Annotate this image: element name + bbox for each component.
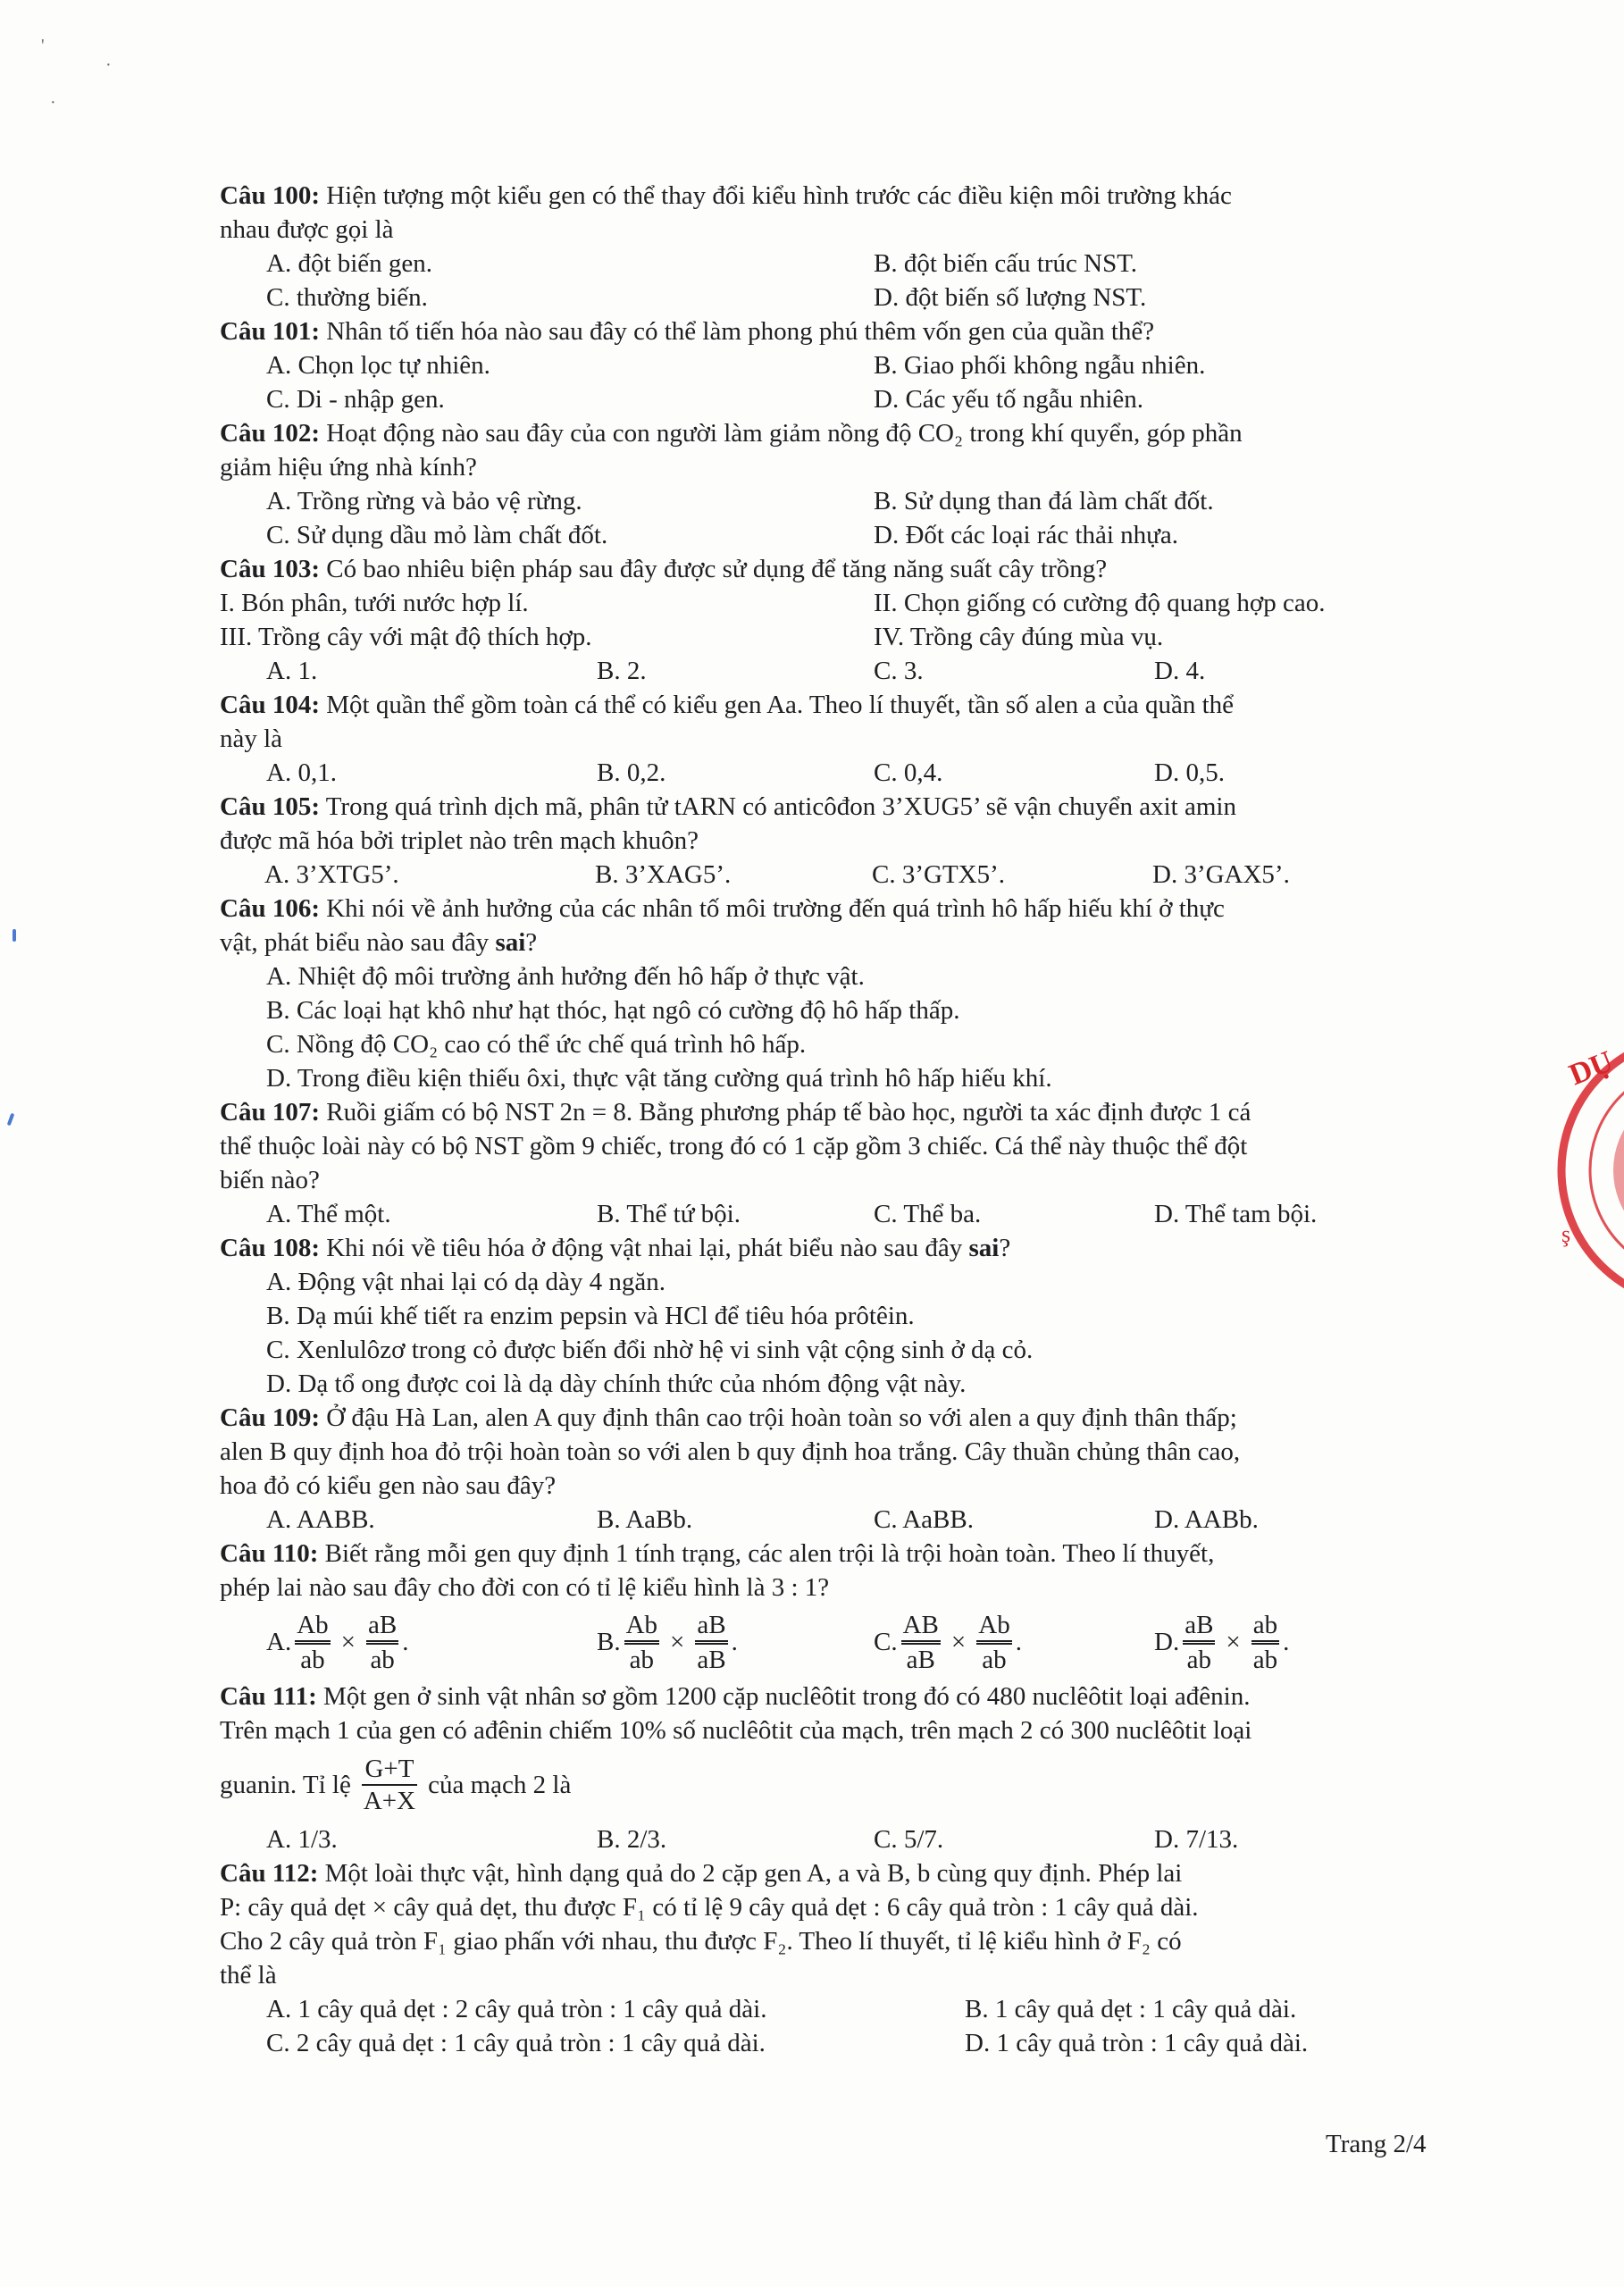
answer-option: A. 1. (266, 657, 318, 685)
answer-option: D. $\frac{aB}{ab}$ × $\frac{ab}{ab}$ . (1154, 1610, 1290, 1674)
genotype-fraction: $\frac{Ab}{ab}$ (297, 1610, 329, 1674)
answer-row (220, 858, 1449, 892)
answer-option: D. Dạ tổ ong được coi là dạ dày chính thức của nhóm động vật này. (266, 1370, 967, 1398)
answer-option: C. AaBB. (874, 1505, 974, 1534)
genotype-fraction: $\frac{aB}{ab}$ (1185, 1610, 1214, 1674)
answer-option: B. đột biến cấu trúc NST. (874, 249, 1138, 278)
genotype-fraction: $\frac{Ab}{ab}$ (978, 1610, 1010, 1674)
question-106: Câu 106: Khi nói về ảnh hưởng của các nhân tố môi trường đến quá trình hô hấp hiếu khí ở thực (220, 894, 1225, 923)
answer-option: D. Thể tam bội. (1154, 1200, 1318, 1228)
statement: III. Trồng cây với mật độ thích hợp. (220, 623, 592, 651)
genotype-fraction: $\frac{Ab}{ab}$ (625, 1610, 658, 1674)
statement-row (220, 586, 1449, 620)
statement-row (220, 620, 1449, 654)
answer-option: C. Thể ba. (874, 1200, 982, 1228)
answer-row (220, 2026, 1449, 2060)
answer-option: C. $\frac{AB}{aB}$ × $\frac{Ab}{ab}$ . (874, 1610, 1022, 1674)
answer-option: D. Đốt các loại rác thải nhựa. (874, 521, 1179, 549)
answer-row (220, 1197, 1449, 1231)
answer-row (220, 348, 1449, 382)
genotype-fraction: $\frac{AB}{aB}$ (902, 1610, 939, 1674)
answer-option: A. Thể một. (266, 1200, 391, 1228)
statement: II. Chọn giống có cường độ quang hợp cao. (874, 589, 1326, 617)
genotype-fraction: $\frac{ab}{ab}$ (1252, 1610, 1278, 1674)
question-101: Câu 101: Nhân tố tiến hóa nào sau đây có thể làm phong phú thêm vốn gen của quần thể? (220, 317, 1155, 346)
answer-option: D. 3’GAX5’. (1152, 860, 1290, 889)
answer-option: C. 2 cây quả dẹt : 1 cây quả tròn : 1 cây quả dài. (266, 2029, 766, 2057)
answer-row (220, 484, 1449, 518)
answer-option: C. Xenlulôzơ trong cỏ được biến đổi nhờ hệ vi sinh vật cộng sinh ở dạ cỏ. (266, 1336, 1034, 1364)
answer-option: B. Các loại hạt khô như hạt thóc, hạt ngô có cường độ hô hấp thấp. (266, 996, 960, 1025)
answer-option: B. Thể tứ bội. (597, 1200, 741, 1228)
answer-option: A. Động vật nhai lại có dạ dày 4 ngăn. (266, 1268, 666, 1296)
answer-row (220, 518, 1449, 552)
stamp-text: DỤ (1564, 1044, 1618, 1093)
scan-speck (13, 929, 16, 942)
question-107: Câu 107: Ruồi giấm có bộ NST 2n = 8. Bằng phương pháp tế bào học, người ta xác định được 1 cá (220, 1098, 1251, 1127)
answer-option: B. AaBb. (597, 1505, 693, 1534)
answer-option: A. 1 cây quả dẹt : 2 cây quả tròn : 1 cây quả dài. (266, 1995, 767, 2023)
answer-option: C. 0,4. (874, 758, 943, 787)
answer-option: C. 5/7. (874, 1825, 944, 1854)
question-109: Câu 109: Ở đậu Hà Lan, alen A quy định thân cao trội hoàn toàn so với alen a quy định thân thấp; (220, 1403, 1237, 1432)
question-108: Câu 108: Khi nói về tiêu hóa ở động vật nhai lại, phát biểu nào sau đây sai? (220, 1234, 1011, 1262)
exam-page: Câu 100: Hiện tượng một kiểu gen có thể thay đổi kiểu hình trước các điều kiện môi trường khác nhau được gọi là A. đột biến gen. B. đột biến cấu trúc NST. C. thường biến. D. đột biến số lượng NST. Câu 101: Nhân tố tiến hóa nào sau đây có thể làm phong phú thêm vốn gen của quần thể? A. Chọn lọc tự nhiên. B. Giao phối không ngẫu nhiên. C. Di - nhập gen. D. Các yếu tố ngẫu nhiên. Câu 102: Hoạt động nào sau đây của con người làm giảm nồng độ CO₂ trong khí quyển, góp phần giảm hiệu ứng nhà kính? A. Trồng rừng và bảo vệ rừng. B. Sử dụng than đá làm chất đốt. C. Sử dụng dầu mỏ làm chất đốt. D. Đốt các loại rác thải nhựa. Câu 103: Có bao nhiêu biện pháp sau đây được sử dụng để tăng năng suất cây trồng? I. Bón phân, tưới nước hợp lí. II. Chọn giống có cường độ quang hợp cao. III. Trồng cây với mật độ thích hợp. IV. Trồng cây đúng mùa vụ. A. 1. B. 2. C. 3. D. 4. Câu 104: Một quần thể gồm toàn cá thể có kiểu gen Aa. Theo lí thuyết, tần số alen a của quần thể này là A. 0,1. B. 0,2. C. 0,4. D. 0,5. Câu 105: Trong quá trình dịch mã, phân tử tARN có anticôđon 3’XUG5’ sẽ vận chuyển axit amin được mã hóa bởi triplet nào trên mạch khuôn? A. 3’XTG5’. B. 3’XAG5’. C. 3’GTX5’. D. 3’GAX5’. Câu 106: Khi nói về ảnh hưởng của các nhân tố môi trường đến quá trình hô hấp hiếu khí ở thực vật, phát biểu nào sau đây sai? A. Nhiệt độ môi trường ảnh hưởng đến hô hấp ở thực vật. B. Các loại hạt khô như hạt thóc, hạt ngô có cường độ hô hấp thấp. C. Nồng độ CO₂ cao có thể ức chế quá trình hô hấp. D. Trong điều kiện thiếu ôxi, thực vật tăng cường quá trình hô hấp hiếu khí. Câu 107: Ruồi giấm có bộ NST 2n = 8. Bằng phương pháp tế bào học, người ta xác định được 1 cá thể thuộc loài này có bộ NST gồm 9 chiếc, trong đó có 1 cặp gồm 3 chiếc. Cá thể này thuộc thể đột biến nào? A. Thể một. B. Thể tứ bội. C. Thể ba. D. Thể tam bội. Câu 108: Khi nói về tiêu hóa ở động vật nhai lại, phát biểu nào sau đây sai? A. Động vật nhai lại có dạ dày 4 ngăn. B. Dạ múi khế tiết ra enzim pepsin và HCl để tiêu hóa prôtêin. C. Xenlulôzơ trong cỏ được biến đổi nhờ hệ vi sinh vật cộng sinh ở dạ cỏ. D. Dạ tổ ong được coi là dạ dày chính thức của nhóm động vật này. Câu 109: Ở đậu Hà Lan, alen A quy định thân cao trội hoàn toàn so với alen a quy định thân thấp; alen B quy định hoa đỏ trội hoàn toàn so với alen b quy định hoa trắng. Cây thuần chủng thân cao, hoa đỏ có kiểu gen nào sau đây? A. AABB. B. AaBb. C. AaBB. D. AABb. Câu 110: Biết rằng mỗi gen quy định 1 tính trạng, các alen trội là trội hoàn toàn. Theo lí thuyết, phép lai nào sau đây cho đời con có tỉ lệ kiểu hình là 3 : 1? A. $\frac{Ab}{ab}$ × $\frac{aB}{ab}$ . B. $\frac{Ab}{ab}$ × $\frac{aB}{aB}$ . C. $\frac{AB}{aB}$ × $\frac{Ab}{ab}$ . D. $\frac{aB}{ab}$ × $\frac{ab}{ab}$ . Câu 111: Một gen ở sinh vật nhân sơ gồm 1200 cặp nuclêôtit trong đó có 480 nuclêôtit loại ađênin. Trên mạch 1 của gen có ađênin chiếm 10% số nuclêôtit của mạch, trên mạch 2 có 300 nuclêôtit loại guanin. Tỉ lệ $\frac{G+T}{A+X}$ của mạch 2 là A. 1/3. B. 2/3. C. 5/7. D. 7/13. Câu 112: Một loài thực vật, hình dạng quả do 2 cặp gen A, a và B, b cùng quy định. Phép lai P: cây quả dẹt × cây quả dẹt, thu được F₁ có tỉ lệ 9 cây quả dẹt : 6 cây quả tròn : 1 cây quả dài. Cho 2 cây quả tròn F₁ giao phấn với nhau, thu được F₂. Theo lí thuyết, tỉ lệ kiểu hình ở F₂ có thể là A. 1 cây quả dẹt : 2 cây quả tròn : 1 cây quả dài. B. 1 cây quả dẹt : 1 cây quả dài. C. 2 cây quả dẹt : 1 cây quả tròn : 1 cây quả dài. D. 1 cây quả tròn : 1 cây quả dài. (220, 179, 1449, 2060)
answer-option: B. 2. (597, 657, 647, 685)
answer-option: C. Di - nhập gen. (266, 385, 445, 414)
answer-option: D. 1 cây quả tròn : 1 cây quả dài. (965, 2029, 1309, 2057)
answer-row (220, 1604, 1449, 1680)
answer-option: A. AABB. (266, 1505, 375, 1534)
official-stamp (1535, 1027, 1624, 1313)
answer-option: B. 2/3. (597, 1825, 667, 1854)
answer-option: D. AABb. (1154, 1505, 1259, 1534)
answer-option: A. Chọn lọc tự nhiên. (266, 351, 490, 380)
answer-option: C. Sử dụng dầu mỏ làm chất đốt. (266, 521, 608, 549)
answer-row (220, 1503, 1449, 1537)
answer-option: D. Các yếu tố ngẫu nhiên. (874, 385, 1144, 414)
question-111: Câu 111: Một gen ở sinh vật nhân sơ gồm 1200 cặp nuclêôtit trong đó có 480 nuclêôtit loại ađênin. (220, 1682, 1251, 1711)
answer-option: B. $\frac{Ab}{ab}$ × $\frac{aB}{aB}$ . (597, 1610, 738, 1674)
genotype-fraction: $\frac{aB}{aB}$ (697, 1610, 726, 1674)
answer-option: B. Giao phối không ngẫu nhiên. (874, 351, 1206, 380)
statement: IV. Trồng cây đúng mùa vụ. (874, 623, 1164, 651)
answer-option: A. 1/3. (266, 1825, 338, 1854)
answer-option: B. Sử dụng than đá làm chất đốt. (874, 487, 1214, 515)
answer-row (220, 281, 1449, 314)
scan-speck: ' (41, 36, 45, 55)
answer-option: C. 3’GTX5’. (872, 860, 1006, 889)
scan-speck: · (105, 55, 112, 75)
statement: I. Bón phân, tưới nước hợp lí. (220, 589, 529, 617)
answer-option: B. 3’XAG5’. (595, 860, 732, 889)
scan-speck (7, 1113, 15, 1127)
answer-option: A. Trồng rừng và bảo vệ rừng. (266, 487, 582, 515)
answer-option: D. 7/13. (1154, 1825, 1239, 1854)
genotype-fraction: $\frac{aB}{ab}$ (368, 1610, 398, 1674)
question-110: Câu 110: Biết rằng mỗi gen quy định 1 tính trạng, các alen trội là trội hoàn toàn. Theo lí thuyết, (220, 1539, 1215, 1568)
answer-option: A. Nhiệt độ môi trường ảnh hưởng đến hô hấp ở thực vật. (266, 962, 865, 991)
answer-option: A. đột biến gen. (266, 249, 433, 278)
svg-text:ş: ş (1561, 1221, 1571, 1247)
answer-row (220, 1992, 1449, 2026)
question-104: Câu 104: Một quần thể gồm toàn cá thể có kiểu gen Aa. Theo lí thuyết, tần số alen a của quần thể (220, 691, 1235, 719)
ratio-fraction: $\frac{G+T}{A+X}$ (363, 1755, 416, 1815)
answer-option: C. thường biến. (266, 283, 428, 312)
answer-option: D. Trong điều kiện thiếu ôxi, thực vật tăng cường quá trình hô hấp hiếu khí. (266, 1064, 1052, 1093)
answer-option: A. 3’XTG5’. (264, 860, 399, 889)
question-102: Câu 102: Hoạt động nào sau đây của con người làm giảm nồng độ CO₂ trong khí quyển, góp phần (220, 419, 1243, 448)
question-100: Câu 100: Hiện tượng một kiểu gen có thể thay đổi kiểu hình trước các điều kiện môi trường khác (220, 181, 1232, 210)
answer-row (220, 247, 1449, 281)
question-105: Câu 105: Trong quá trình dịch mã, phân tử tARN có anticôđon 3’XUG5’ sẽ vận chuyển axit amin (220, 792, 1236, 821)
answer-row (220, 756, 1449, 790)
answer-option: D. 0,5. (1154, 758, 1225, 787)
answer-option: B. 1 cây quả dẹt : 1 cây quả dài. (965, 1995, 1297, 2023)
answer-row (220, 654, 1449, 688)
question-103: Câu 103: Có bao nhiêu biện pháp sau đây được sử dụng để tăng năng suất cây trồng? (220, 555, 1108, 583)
scan-speck: · (50, 93, 56, 113)
answer-option: A. 0,1. (266, 758, 337, 787)
answer-option: A. $\frac{Ab}{ab}$ × $\frac{aB}{ab}$ . (266, 1610, 409, 1674)
page-number: Trang 2/4 (1326, 2130, 1427, 2158)
answer-option: C. 3. (874, 657, 924, 685)
answer-option: D. đột biến số lượng NST. (874, 283, 1147, 312)
answer-option: D. 4. (1154, 657, 1206, 685)
answer-option: B. Dạ múi khế tiết ra enzim pepsin và HCl để tiêu hóa prôtêin. (266, 1302, 915, 1330)
answer-option: C. Nồng độ CO₂ cao có thể ức chế quá trình hô hấp. (266, 1030, 807, 1059)
answer-row (220, 382, 1449, 416)
question-112: Câu 112: Một loài thực vật, hình dạng quả do 2 cặp gen A, a và B, b cùng quy định. Phép lai (220, 1859, 1183, 1888)
answer-row (220, 1822, 1449, 1856)
answer-option: B. 0,2. (597, 758, 666, 787)
